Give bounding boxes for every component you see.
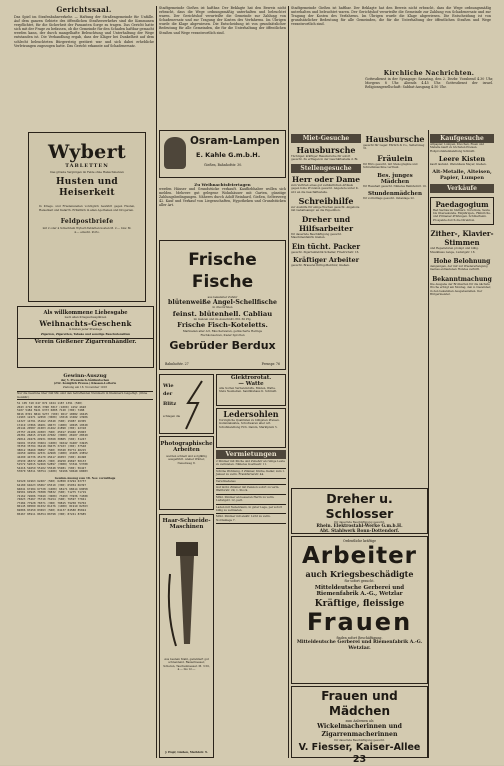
- verkauf-heading: Zu Weihnachtsfeiertagen: [194, 182, 251, 187]
- vermietung-item: Möbl. Zimmer an besseren Herrn zu verm. Ludwigstr. 12, part.: [216, 495, 286, 505]
- elektro-sub: — Watte: [238, 381, 264, 387]
- lottery-row: 8016 8391 8844 9273 (500) 9617 10082 10445: [17, 411, 88, 416]
- packer-heading: Ein tücht. Packer: [291, 241, 361, 251]
- stundenmaedchen-body: für vormittags gesucht. Ostanlage 22.: [363, 196, 415, 201]
- packer-body: gesucht. Zigarrenfabrik Schaller, Friedrichstr. 16.: [291, 249, 360, 254]
- hair-clipper-icon: [162, 534, 212, 654]
- fraeulein-heading: Fräulein: [377, 153, 413, 163]
- lottery-row: 14327 14791 15162 15540 (500) 15987 16305: [17, 419, 87, 423]
- ad-osram: [159, 130, 286, 178]
- column3-text: Stadtgemeinde Gießen ist haftbar. Der Beklagte hat den Beweis nicht erbracht, dass die Wege ordnungsmäßig unterhalten und beleuchtet waren. Der Gerichtshof verurteilte die Gemeinde zur Zahlung von Schadenersatz und zur Tragung der Kosten des Verfahrens. Im Übrigen wurde die Klage abgewiesen. Die Entscheidung ist von grundsätzlicher Bedeutung für alle Gemeinden, die für die Unterhaltung der öffentlichen Straßen und Wege verantwortlich sind.: [291, 6, 491, 27]
- arbeiter-company2: Riemenfabrik A.-G., Wetzlar: [316, 591, 403, 597]
- osram-address: Gießen, Bahnhofstr. 30.: [204, 163, 243, 167]
- hausbursche2-heading: Hausbursche: [365, 134, 425, 144]
- fische-line4: feinst. blütenhell. Cabliau: [172, 309, 273, 318]
- elektro-body: Alle Sorten Verbandstoffe, Binden, Watte. Stets Neuheiten. Sanitätshaus K. Schmidt.: [219, 386, 278, 394]
- blitz-text1: Wie: [163, 383, 174, 389]
- ad-wybert: [28, 132, 146, 302]
- arbeiter-company3: Mitteldeutsche Gerberei und Riemenfabrik A.-G.: [296, 640, 423, 645]
- notiz-body: Gottesdienst in der Synagoge: Samstag, den 2. Dezbr. Vorabend 4.30 Uhr, Morgens 8 Uhr. Abends 4.45 Uhr. Gottesdienst der israel. Religionsgesellschaft: Sabbat-Ausgang 4.50 Uhr.: [365, 77, 493, 90]
- wybert-sub-heading: Feldpostbriefe: [60, 218, 114, 226]
- lottery-row: 41650 42094 42531 42968 (1000) 43405 43852: [17, 451, 88, 456]
- fische-addr1: Bahnhofstr. 27: [165, 362, 189, 366]
- hausbursche-heading: Hausbursche: [296, 145, 356, 155]
- ad-fische: [159, 240, 286, 370]
- haar-body: Aus bestem Stahl, garantiert gut schneidend. Rasiermesser, Scheren, Taschenmesser. M. 3.50, 4.— bis 12.—: [163, 657, 210, 672]
- herr-dame-heading: Herr oder Dame: [291, 174, 361, 184]
- frauen-maedchen-company: V. Fiesser, Kaiser-Allee 23: [298, 742, 421, 766]
- arbeiter-sub: auch Kriegsbeschädigte: [305, 569, 414, 579]
- column4-ads: [291, 134, 361, 486]
- lottery-line1: der 5. Preussisch-Süddeutschen: [60, 378, 110, 382]
- lottery-row: 44290 44736 45170 45617 46053 (500) 46498: [17, 454, 87, 459]
- lottery-row: 77484 77928 78371 (300) 78815 79258 79702: [17, 500, 87, 505]
- photo-body: werden schnell und sorgfältig ausgeführt. Atelier Winter, Neuenweg 8.: [166, 454, 207, 465]
- vermietungen-list: [216, 459, 286, 524]
- lottery-row: 69501 69945 70388 70832 (500) 71275 71719: [17, 490, 87, 495]
- ad-blitz: [159, 374, 214, 434]
- paedagogium-heading: Paedagogium: [435, 199, 489, 209]
- fische-line8: Fischkonserven, Kieler Sprotten: [200, 332, 245, 337]
- lottery-row: 72162 72606 73049 (3000) 73493 73936 74380: [17, 493, 88, 498]
- herr-dame-body: zum Vertrieb eines gut verkäuflichen Artikels gegen hohe Provision gesucht. Angebote unter K. 412 an die Geschäftsstelle.: [291, 182, 359, 194]
- dreher-schlosser-title: Dreher u. Schlosser: [325, 491, 394, 521]
- fische-title: Frische Fische: [188, 250, 257, 292]
- fische-line7: Marinaden aller Art, Räucherwaren, geräucherte Heringe: [182, 329, 263, 334]
- fische-line3: in drei Größen: [212, 305, 233, 310]
- lottery-row: 5107 5484 5921 6373 6805 7120 (300) 7488: [17, 408, 85, 413]
- lamp-icon: [164, 137, 186, 169]
- kraeftiger-heading: Kräftiger Arbeiter: [292, 256, 360, 265]
- lottery-heading2: Gewinn-Auszug vom 18. Nov. vormittags: [54, 475, 116, 480]
- verkaeufe-heading: Verkäufe: [430, 184, 494, 193]
- frauen-maedchen-line2: für dauernde Beschäftigung gesucht.: [334, 738, 385, 742]
- blitz-text2: der: [163, 391, 173, 397]
- bekanntmachung-body: Die Ausgabe der Brotkarten für die nächste Woche erfolgt am Montag, den 4. Dezember, in den bekannten Ausgabestellen. Der Bürgermeister.: [430, 281, 491, 297]
- dreher-schlosser-addr: Abt. Stahlwerk Bonn-Dottendorf.: [319, 529, 400, 535]
- arbeiter-city: Wetzlar.: [348, 645, 371, 651]
- paedagogium-box: [430, 197, 494, 226]
- lottery-row: 38012 38460 38897 (500) 39320 39774 40215: [17, 447, 87, 452]
- column1-article: [14, 6, 154, 126]
- frauen-maedchen-sub: zum Anlernen als: [345, 719, 374, 723]
- liebesgabe-line1: Als willkommene Liebesgabe: [43, 310, 128, 316]
- schreibhilfe-body: zur Aushilfe für einige Wochen gesucht. Angebote mit Gehaltsanspr. an die Expedition.: [291, 205, 360, 213]
- dreher-schlosser-sub: für dauernde Beschäftigung gesucht.: [334, 520, 385, 524]
- lottery-row: 35350 35794 36218 36675 37103 (300) 37548: [17, 444, 87, 449]
- vermietung-item: Möbl. Zimmer mit elektr. Licht zu verm. Nordanlage 7.: [216, 514, 286, 524]
- ad-liebesgabe: [17, 306, 154, 368]
- vermietung-item: Gut möbl. Zimmer mit Pension sofort zu verm. Walltorstr. 29, 1. Stock.: [216, 485, 286, 495]
- lottery-row: 61520 61963 62407 (500) 62850 63294 63737: [17, 479, 87, 484]
- lottery-row: 2043 2718 3045 3390 3817 (1000) 4152 4620: [17, 404, 87, 409]
- lottery-heading: Gewinn-Auszug: [63, 373, 107, 379]
- vermietung-item: Laden mit Nebenraum, in guter Lage, per sofort billig zu vermieten.: [216, 505, 286, 515]
- verkauf-body: werden Häuser und Grundstücke verkauft. Kaufliebhaber wollen sich melden. Mehrere gut gelegene Wohnhäuser mit Garten, günstige Zahlungsbedingungen. Näheres durch Adolf Reinhard, Gießen, Seltersweg 42. Kauf und Verkauf von Liegenschaften, Hypotheken und Grundstücken aller Art.: [159, 187, 286, 208]
- belohnung-heading: Hohe Belohnung: [433, 258, 491, 266]
- vermietungen-heading: Vermietungen: [216, 450, 286, 459]
- ad-elektro: [216, 374, 286, 406]
- fische-line6: Frische Fisch-Koteletts.: [177, 321, 268, 330]
- arbeiter-line3: finden sofort Beschäftigung.: [336, 636, 383, 640]
- liebesgabe-line6: Verein Gießener Zigarrenhändler.: [18, 338, 153, 345]
- lottery-row: 11903 12271 12650 (3000) 13018 13482 13906: [17, 415, 88, 420]
- lottery-list: [17, 373, 153, 758]
- leere-kisten-heading: Leere Kisten: [438, 155, 486, 164]
- osram-company: E. Kahle G.m.b.H.: [196, 151, 261, 159]
- frauen-maedchen-line: Wickelmacherinnen und Zigarrenmacherinnen: [317, 723, 402, 738]
- belohnung-body: demjenigen, der mir zur Wiedererlangung meines entlaufenen Hundes verhilft.: [430, 264, 488, 272]
- column2-article: [159, 6, 286, 122]
- ad-leder: [216, 408, 286, 448]
- arbeiter-line2: Kräftige, fleissige: [314, 599, 405, 609]
- lottery-row: 80145 80589 81032 81476 (1000) 81919 82363: [17, 504, 88, 509]
- fische-company: Gebrüder Berdux: [169, 339, 276, 353]
- kaufgesuche-body: Altpapier, Lumpen, Knochen, Eisen und Metalle kauft zu höchsten Preisen. Rohproduktenhandlung Schmidt.: [430, 142, 485, 153]
- ad-notiz: [365, 70, 493, 128]
- schreibhilfe-heading: Schreibhilfe: [298, 196, 354, 207]
- fische-addr2: Fernspr. 76: [261, 362, 280, 366]
- ad-photo: [159, 436, 214, 510]
- wybert-body: In Kriegs- und Friedenszeiten vorzüglich bewährt gegen Husten, Heiserkeit und Katarrh. Erhältlich in allen Apotheken und Drogerien.: [39, 204, 135, 212]
- haar-company: J. Hopf, Gießen, Marktstr. 9.: [165, 749, 208, 754]
- vermietung-item: Schöne Wohnung, 3 Zimmer, Küche, Keller, zum 1. Januar zu verm. Frankfurterstr. 44.: [216, 469, 286, 479]
- column5-ads: [430, 134, 494, 754]
- leder-body: Vorzügliche Qualitäten zu billigsten Preisen. Gummiabsätze, Schuhwaren aller Art. Schuhhandlung Hch. Damm, Marktplatz 5.: [219, 418, 280, 429]
- lottery-row: 47930 48372 48815 (300) 49250 49697 50133: [17, 458, 87, 463]
- stellengesuche-heading: Stellengesuche: [291, 164, 361, 173]
- bekanntmachung-heading: Bekanntmachung: [432, 275, 492, 283]
- lottery-row: 17419 17866 18201 18673 (1000) 19045 19520: [17, 422, 88, 427]
- mietgesuch-heading: Miet-Gesuche: [291, 134, 361, 143]
- haar-title: Haar-Schneide-Maschinen: [162, 518, 211, 530]
- notiz-heading: Kirchliche Nachrichten.: [383, 70, 475, 77]
- wybert-subtitle: TABLETTEN: [65, 163, 109, 169]
- column3-article: [291, 6, 491, 68]
- kraeftiger-body: gesucht. Brauerei Ihring-Melchior, Gießen.: [291, 263, 350, 268]
- ad-frauen-maedchen: [291, 686, 428, 766]
- lottery-row: 82806 83250 83693 (500) 84137 84580 85024: [17, 508, 87, 513]
- dreher-body: für dauernde Beschäftigung gesucht. Maschinenfabrik Gießen.: [291, 231, 342, 240]
- lottery-row: 64180 64623 65067 65510 (300) 65954 66397: [17, 482, 87, 487]
- ad-verkauf: [159, 182, 286, 238]
- lightning-icon: [182, 379, 208, 431]
- lottery-row: 66841 67284 67728 (1000) 68171 68614 69058: [17, 486, 88, 491]
- ad-haarschneider: [159, 514, 214, 758]
- lottery-line2: (232. Königlich Preuss.) Klassen-Lotterie: [53, 381, 117, 386]
- lottery-row: 74823 75267 75710 76154 (500) 76597 77041: [17, 497, 87, 502]
- hausbursche-body: Tüchtiger, kräftiger Hausbursche für sofort gesucht. Zu erfragen in der Geschäftsstelle d. Bl.: [291, 154, 359, 162]
- elektro-title: Glektrorotat.: [230, 375, 272, 381]
- lottery-row: 85467 85911 86354 86798 (300) 87241 87685: [17, 511, 87, 516]
- blitz-text3: Blitz: [163, 401, 177, 407]
- osram-title: Osram-Lampen: [190, 135, 280, 147]
- hausbursche2-body: gesucht für Lager. Ehrlich & Co., Seltersweg 31.: [363, 143, 425, 151]
- lottery-line3: Ziehung am 18. November 1916: [62, 384, 108, 389]
- vermietung-item: 2 Zimmer mit Küche und Zubehör an ruhige Leute zu vermieten. Näheres Goethestr. 11.: [216, 459, 286, 469]
- arbeiter-line1: Ordentliche kräftige: [343, 539, 376, 543]
- liebesgabe-line2: nach allen Kriegsschauplätzen: [64, 315, 107, 319]
- frauen-maedchen-title: Frauen und Mädchen: [321, 689, 398, 718]
- liebesgabe-line5: Zigarren, Zigaretten, Tabake und sonstige Rauchutensilien: [40, 331, 131, 336]
- leere-kisten-body: kauft laufend. Warenhaus Meyer, Gießen.: [430, 162, 487, 167]
- leder-title: Ledersohlen: [223, 409, 279, 419]
- lottery-table-2: [17, 480, 153, 516]
- paedagogium-body: Bad Sachsa im Südharz. Vorschule, Sexta bis Obersekunda. Einjährigen-, Fähnrichs- und Primaner-Prüfungen. Schülerheim. Prospekte durch die Direktion.: [433, 207, 491, 222]
- wybert-motto: Husten und Heiserkeit: [55, 177, 119, 199]
- zither-body: und Reparaturen prompt und billig. Musikhaus Lange, Ludwigstr. 18.: [430, 246, 479, 254]
- lottery-row: 54216 54659 55102 55548 55981 (500) 56427: [17, 465, 87, 470]
- lottery-row: 32691 33150 33604 (1000) 34042 34487 34925: [17, 440, 88, 445]
- stundenmaedchen-heading: Stundenmädchen: [368, 191, 422, 198]
- lottery-row: 26381 26815 27240 27682 (3000) 28107 28549: [17, 433, 88, 438]
- frauen-title: Frauen: [306, 608, 413, 636]
- lottery-row: 20144 20587 21003 21462 21890 (300) 22318: [17, 426, 87, 431]
- wybert-sub-body: mit 2 oder 4 Schachteln Wybert-Tabletten kosten M. 2.— bzw. M. 4.— einschl. Porto.: [42, 226, 132, 234]
- wybert-tagline: Das grösste Vergnügen im Felde ohne Halsschmerzen: [50, 170, 124, 174]
- fische-line2: blütenweiße Angel-Schellfische: [168, 299, 277, 307]
- photo-title: Photographische Arbeiten: [160, 441, 213, 453]
- lottery-row: 51 105 310 647 872 1024 1187 1391 (500): [17, 401, 83, 406]
- column1-text: Das Spiel im Strafenbahnverkehr. — Haftung der Straßengemeinde für Unfälle. Auf dem ganzen Gebiete des öffentlichen Straßenverkehrs sind die Kommunen verpflichtet, für die Sicherheit der Passanten Sorge zu tragen. Das Gericht hatte sich mit der Frage zu befassen, ob die Gemeinde für den Schaden haftbar gemacht werden kann, der durch mangelhafte Beleuchtung und Unterhaltung der Wege entstanden ist. Die Verhandlung ergab, dass der Kläger bei Dunkelheit auf dem schlecht beleuchteten Bürgersteig gestürzt war und sich dabei erhebliche Verletzungen zugezogen hatte. Das Gericht erkannte auf Schadenersatz.: [14, 15, 154, 48]
- lottery-table: [17, 402, 153, 474]
- blitz-text4: schlagen die: [163, 414, 181, 418]
- column2-text: Stadtgemeinde Gießen ist haftbar. Der Beklagte hat den Beweis nicht erbracht, dass die Wege ordnungsmäßig unterhalten und beleuchtet waren. Der Gerichtshof verurteilte die Gemeinde zur Zahlung von Schadenersatz und zur Tragung der Kosten des Verfahrens. Im Übrigen wurde die Klage abgewiesen. Die Entscheidung ist von grundsätzlicher Bedeutung für alle Gemeinden, die für die Unterhaltung der öffentlichen Straßen und Wege verantwortlich sind.: [159, 6, 286, 35]
- ad-dreher-schlosser: [291, 488, 428, 534]
- ad-vermietungen: [216, 450, 286, 755]
- column1-heading: Gerichtssaal.: [56, 5, 112, 14]
- kaufgesuche-heading: Kaufgesuche: [430, 134, 494, 143]
- zither-heading: Zither-, Klavier-Stimmen: [430, 229, 494, 248]
- arbeiter-company1: Mitteldeutsche Gerberei und: [314, 585, 405, 591]
- liebesgabe-line3: Weihnachts-Geschenk: [39, 319, 132, 329]
- maedchen-heading: Bes. junges Mädchen: [377, 172, 413, 185]
- arbeiter-sub2: für sofort gesucht.: [344, 579, 375, 583]
- fische-line1: aus bekannter Zufuhr: [207, 295, 238, 299]
- fische-line5: im Ganzen und im Ausschnitt, Pfd. 60 Pfg.: [193, 316, 252, 321]
- lottery-row: 23757 24106 24583 (500) 25017 25460 25903: [17, 429, 87, 434]
- dreher-heading: Dreher und Hilfsarbeiter: [298, 214, 354, 233]
- wybert-title: Wybert: [48, 141, 126, 163]
- lottery-row: 51572 52015 52460 52897 (3000) 53341 53780: [17, 462, 88, 467]
- fraeulein-body: für Büro gesucht, mit Stenographie und Schreibmaschine vertraut.: [363, 161, 418, 170]
- ad-arbeiter: [291, 536, 428, 684]
- column4b-ads: [363, 134, 427, 486]
- lottery-row: 57870 58311 58754 (1000) 59196 59640 60083: [17, 469, 88, 474]
- lottery-row: 29014 29476 29931 30368 30805 (500) 31247: [17, 436, 87, 441]
- maedchen-body: für Haushalt gesucht. Näheres Bahnhofstr. 10.: [363, 183, 427, 188]
- arbeiter-title: Arbeiter: [301, 543, 418, 569]
- liebesgabe-line4: in Kisten jeder Preislage: [68, 327, 103, 332]
- lottery-note: Nur die Gewinne über 240 Mk. sind den betreffenden Nummern in Klammern beigefügt. (Ohne Gewähr.): [17, 391, 153, 400]
- altmetall-heading: Alt-Metalle, Alteisen, Papier, Lumpen: [432, 168, 492, 181]
- dreher-schlosser-company: Rhein. Elektrostahl-Werke G.m.b.H.: [316, 524, 403, 530]
- vermietung-item: Verschiedenes: [216, 479, 286, 485]
